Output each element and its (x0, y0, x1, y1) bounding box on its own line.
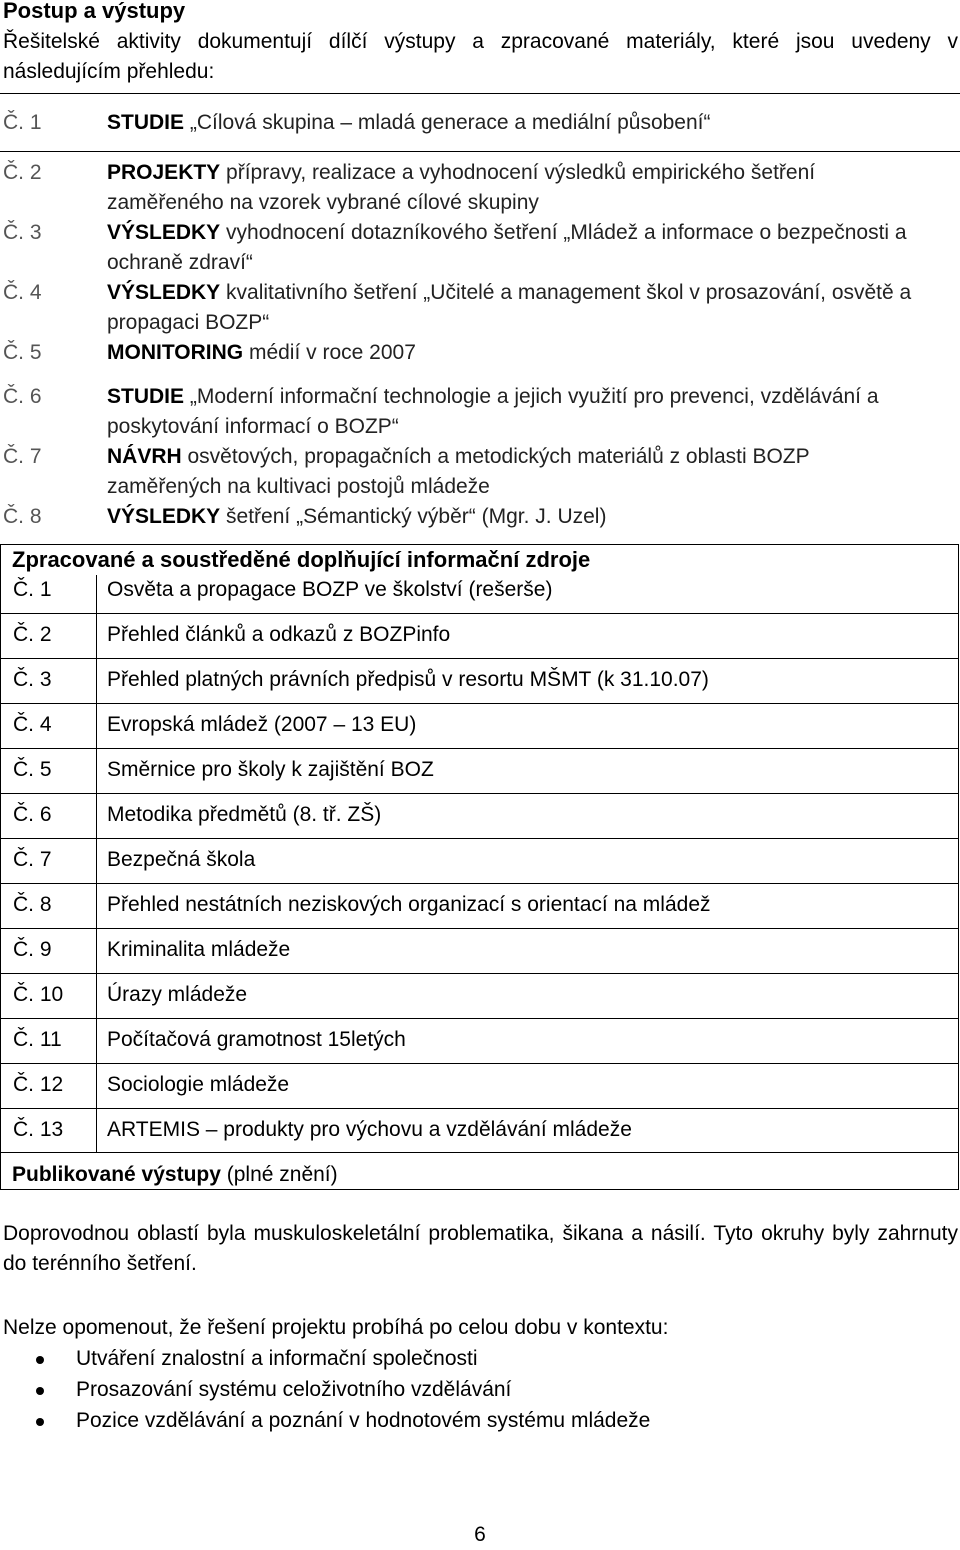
row-keyword: PROJEKTY (107, 161, 221, 184)
row-description: přípravy, realizace a vyhodnocení výsledků empirického šetření zaměřeného na vzorek vybrané cílové skupiny (107, 161, 816, 214)
row-divider (0, 613, 959, 614)
row-number: Č. 1 (3, 111, 42, 134)
source-number: Č. 11 (13, 1028, 62, 1051)
source-text: Úrazy mládeže (107, 983, 248, 1006)
row-divider (0, 658, 959, 659)
list-item-text: Utváření znalostní a informační společnosti (76, 1347, 478, 1370)
source-number: Č. 2 (13, 623, 52, 646)
row-description: osvětových, propagačních a metodických materiálů z oblasti BOZP zaměřených na kultivaci postojů mládeže (107, 445, 810, 498)
bullet-icon (36, 1356, 44, 1364)
row-text (107, 278, 927, 338)
published-label: Publikované výstupy (12, 1163, 221, 1186)
paragraph-context: Nelze opomenout, že řešení projektu probíhá po celou dobu v kontextu: (3, 1316, 669, 1339)
row-number: Č. 5 (3, 341, 42, 364)
source-text: Osvěta a propagace BOZP ve školství (rešerše) (107, 578, 553, 601)
list-item-text: Pozice vzdělávání a poznání v hodnotovém systému mládeže (76, 1409, 651, 1432)
paragraph-related-areas: Doprovodnou oblastí byla muskuloskeletální problematika, šikana a násilí. Tyto okruhy byly zahrnuty do terénního šetření. (3, 1222, 958, 1275)
row-divider (0, 1108, 959, 1109)
row-keyword: MONITORING (107, 341, 244, 364)
context-list (0, 1344, 960, 1437)
row-description: kvalitativního šetření „Učitelé a management škol v prosazování, osvětě a propagaci BOZP“ (107, 281, 912, 334)
published-outputs (12, 1160, 338, 1190)
row-description: šetření „Sémantický výběr“ (Mgr. J. Uzel) (220, 505, 607, 528)
source-text: Metodika předmětů (8. tř. ZŠ) (107, 803, 382, 826)
row-number: Č. 6 (3, 385, 42, 408)
page-number: 6 (474, 1523, 486, 1546)
list-item (0, 1344, 960, 1375)
row-text (107, 218, 927, 278)
row-divider (0, 748, 959, 749)
row-keyword: STUDIE (107, 111, 185, 134)
row-number: Č. 3 (3, 221, 42, 244)
source-text: ARTEMIS – produkty pro výchovu a vzdělávání mládeže (107, 1118, 632, 1141)
row-text (107, 442, 927, 502)
source-text: Evropská mládež (2007 – 13 EU) (107, 713, 417, 736)
row-description: vyhodnocení dotazníkového šetření „Mládež a informace o bezpečnosti a ochraně zdraví“ (107, 221, 907, 274)
source-number: Č. 1 (13, 578, 52, 601)
row-divider (0, 151, 960, 152)
source-number: Č. 9 (13, 938, 52, 961)
row-divider (0, 1152, 959, 1153)
published-note: (plné znění) (220, 1163, 338, 1186)
row-number: Č. 2 (3, 161, 42, 184)
source-number: Č. 6 (13, 803, 52, 826)
list-item (0, 1375, 960, 1406)
source-number: Č. 8 (13, 893, 52, 916)
row-keyword: NÁVRH (107, 445, 182, 468)
bullet-icon (36, 1418, 44, 1426)
row-text (107, 108, 927, 138)
row-text (107, 382, 927, 442)
list-item (0, 1406, 960, 1437)
source-number: Č. 4 (13, 713, 52, 736)
row-description: médií v roce 2007 (243, 341, 416, 364)
row-divider (0, 973, 959, 974)
source-number: Č. 7 (13, 848, 52, 871)
source-text: Sociologie mládeže (107, 1073, 290, 1096)
row-divider (0, 703, 959, 704)
row-description: „Cílová skupina – mladá generace a mediální působení“ (184, 111, 711, 134)
row-keyword: VÝSLEDKY (107, 281, 221, 304)
row-divider (0, 928, 959, 929)
sources-title: Zpracované a soustředěné doplňující informační zdroje (12, 547, 591, 572)
list-item-text: Prosazování systému celoživotního vzdělávání (76, 1378, 512, 1401)
row-divider (0, 793, 959, 794)
row-keyword: STUDIE (107, 385, 185, 408)
source-row (0, 1115, 960, 1160)
row-divider (0, 1018, 959, 1019)
row-divider (0, 883, 959, 884)
source-number: Č. 3 (13, 668, 52, 691)
row-text (107, 158, 927, 218)
row-text (107, 338, 927, 368)
source-number: Č. 10 (13, 983, 64, 1006)
source-text: Bezpečná škola (107, 848, 256, 871)
source-number: Č. 5 (13, 758, 52, 781)
row-keyword: VÝSLEDKY (107, 505, 221, 528)
row-description: „Moderní informační technologie a jejich využití pro prevenci, vzdělávání a poskytování informací o BOZP“ (107, 385, 879, 438)
source-number: Č. 13 (13, 1118, 64, 1141)
row-number: Č. 4 (3, 281, 42, 304)
source-text: Kriminalita mládeže (107, 938, 291, 961)
row-text (107, 502, 927, 532)
intro-paragraph: Řešitelské aktivity dokumentují dílčí výstupy a zpracované materiály, které jsou uvedeny v následujícím přehledu: (3, 30, 958, 83)
row-number: Č. 8 (3, 505, 42, 528)
outputs-table (0, 93, 960, 538)
source-number: Č. 12 (13, 1073, 64, 1096)
section-heading: Postup a výstupy (3, 0, 186, 23)
row-number: Č. 7 (3, 445, 42, 468)
source-text: Přehled nestátních neziskových organizací s orientací na mládež (107, 893, 711, 916)
source-text: Přehled článků a odkazů z BOZPinfo (107, 623, 451, 646)
bullet-icon (36, 1387, 44, 1395)
row-divider (0, 838, 959, 839)
row-keyword: VÝSLEDKY (107, 221, 221, 244)
row-divider (0, 1063, 959, 1064)
source-text: Přehled platných právních předpisů v resortu MŠMT (k 31.10.07) (107, 668, 709, 691)
source-text: Směrnice pro školy k zajištění BOZ (107, 758, 434, 781)
source-text: Počítačová gramotnost 15letých (107, 1028, 406, 1051)
